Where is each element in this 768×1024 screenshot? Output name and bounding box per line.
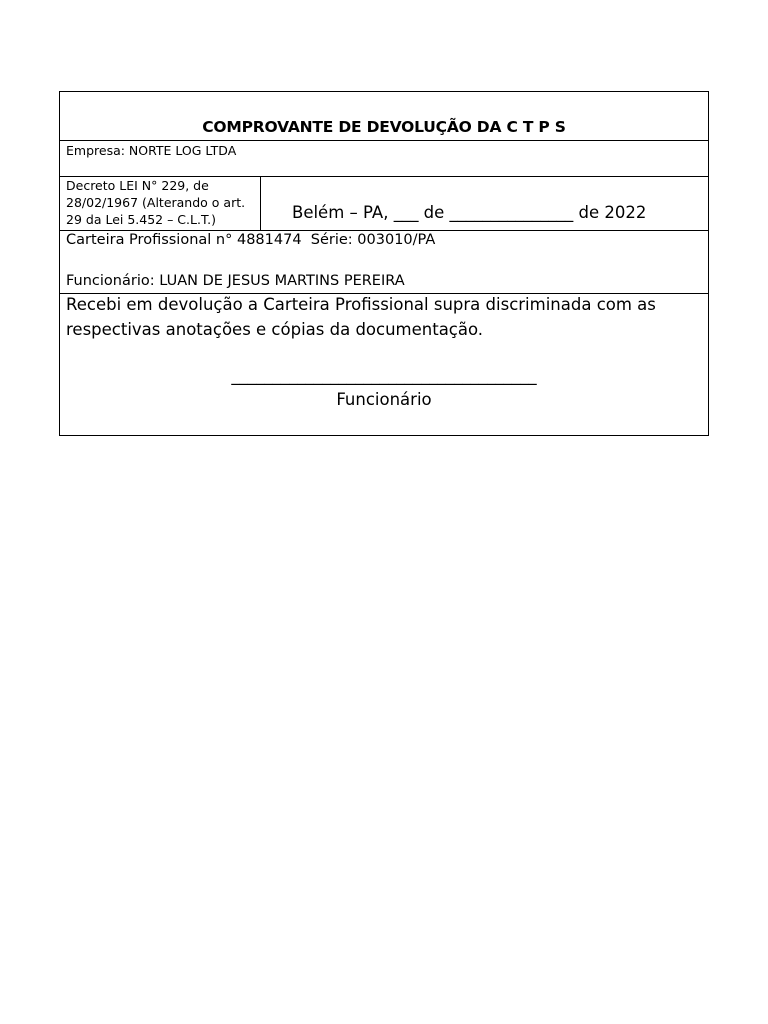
decree-date-row [60, 177, 708, 231]
ctps-return-form [59, 91, 709, 436]
receipt-text-line: respectivas anotações e cópias da documentação. [66, 320, 484, 339]
work-card-row [60, 231, 708, 294]
signature-line: _____________________________________ [231, 366, 537, 385]
company-name: Empresa: NORTE LOG LTDA [66, 143, 237, 158]
signature-label: Funcionário [336, 390, 432, 409]
decree-line: 29 da Lei 5.452 – C.L.T.) [66, 212, 216, 227]
title-row [60, 92, 708, 141]
decree-cell [60, 177, 261, 230]
receipt-text-line: Recebi em devolução a Carteira Profissional supra discriminada com as [66, 295, 656, 314]
receipt-row [60, 294, 708, 435]
work-card-number: Carteira Profissional n° 4881474 Série: 003010/PA [66, 232, 436, 248]
place-date-line: Belém – PA, ___ de _______________ de 2022 [292, 203, 647, 222]
decree-line: 28/02/1967 (Alterando o art. [66, 195, 246, 210]
employee-name: Funcionário: LUAN DE JESUS MARTINS PEREIRA [66, 273, 405, 289]
company-row [60, 141, 708, 177]
decree-line: Decreto LEI N° 229, de [66, 178, 209, 193]
document-title: COMPROVANTE DE DEVOLUÇÃO DA C T P S [202, 118, 566, 136]
